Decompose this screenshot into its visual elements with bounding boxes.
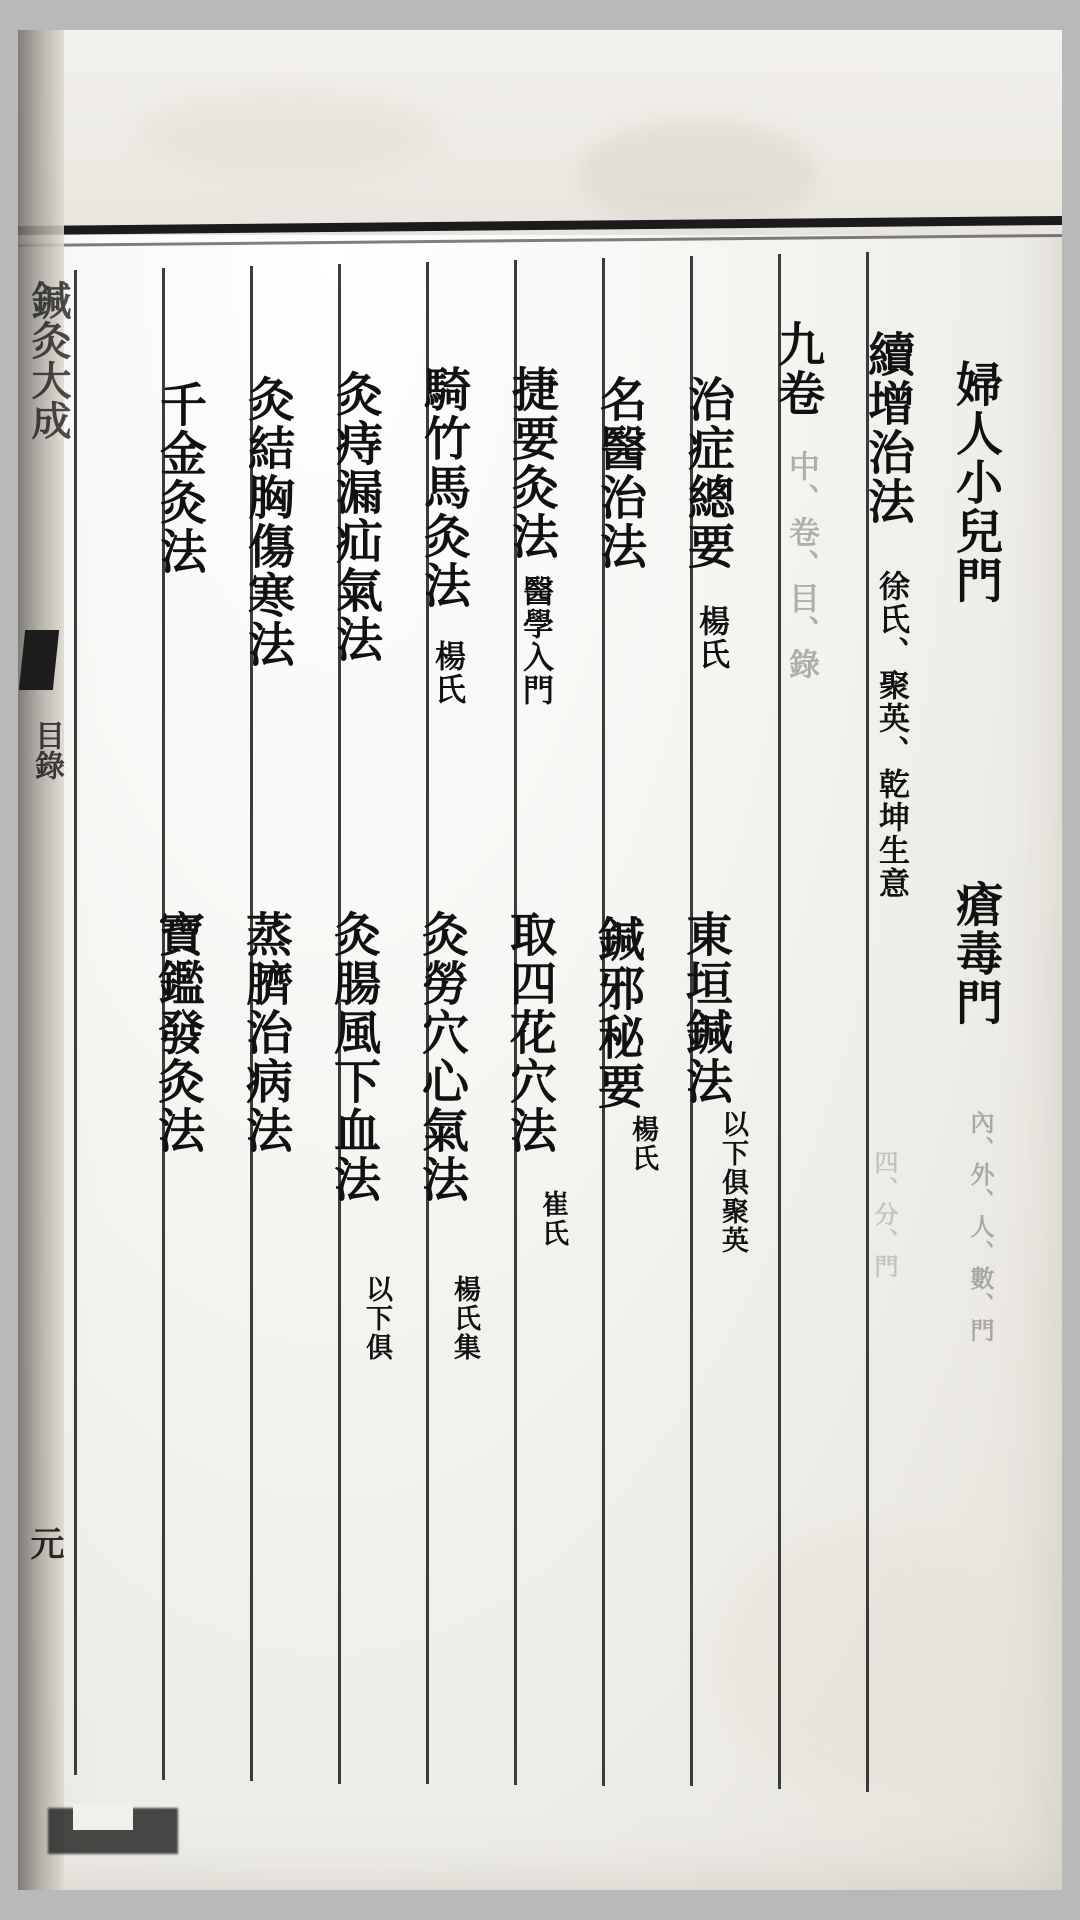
- toc-entry-annotation-2: 徐氏、聚英、乾坤生意: [873, 570, 909, 900]
- frame-rule-top-secondary: [18, 234, 1062, 247]
- toc-entry-heading-10: 千金灸法: [152, 380, 207, 576]
- toc-entry-faint-note-1: 內、外、人、數、門: [966, 1110, 995, 1344]
- toc-entry-lower-8: 灸腸風下血法: [326, 910, 381, 1204]
- toc-entry-lower-annotation-8: 以下俱: [361, 1275, 392, 1362]
- margin-section-label: 目錄: [29, 720, 64, 780]
- toc-entry-lower-annotation-5: 楊氏: [627, 1115, 658, 1173]
- column-rule: [74, 270, 77, 1775]
- toc-entry-annotation-6: 醫學入門: [517, 575, 553, 707]
- toc-entry-lower-5: 鍼邪秘要: [590, 915, 645, 1111]
- toc-entry-heading-2: 續增治法: [860, 330, 915, 526]
- toc-entry-heading-8: 灸痔漏疝氣法: [328, 370, 383, 664]
- toc-entry-lower-annotation-7: 楊氏集: [449, 1275, 480, 1362]
- toc-entry-annotation-7: 楊氏: [429, 640, 465, 706]
- toc-entry-heading-7: 騎竹馬灸法: [416, 365, 471, 610]
- toc-entry-heading-3: 九卷: [770, 320, 825, 418]
- scan-image: [18, 30, 1062, 1890]
- toc-entry-heading-4: 治症總要: [680, 375, 735, 571]
- toc-entry-lower-6: 取四花穴法: [502, 910, 557, 1155]
- toc-entry-lower-9: 蒸臍治病法: [238, 910, 293, 1155]
- page-number-mark: 元: [24, 1526, 64, 1560]
- toc-entry-lower-annotation-6: 崔氏: [537, 1190, 568, 1248]
- gutter-ink-block: [19, 630, 59, 690]
- toc-entry-lower-1: 瘡毒門: [948, 880, 1003, 1027]
- toc-entry-faint-note-2: 四、分、門: [870, 1150, 899, 1280]
- toc-entry-heading-faint-3: 中、卷、目、錄: [783, 450, 819, 681]
- toc-entry-lower-annotation-4: 以下俱聚英: [717, 1110, 748, 1255]
- toc-entry-heading-6: 捷要灸法: [504, 365, 559, 561]
- toc-entry-lower-10: 寶鑑發灸法: [150, 910, 205, 1155]
- toc-entry-lower-7: 灸勞穴心氣法: [414, 910, 469, 1204]
- toc-entry-lower-4: 東垣鍼法: [678, 910, 733, 1106]
- toc-entry-heading-9: 灸結胸傷寒法: [240, 375, 295, 669]
- toc-entry-heading-5: 名醫治法: [592, 375, 647, 571]
- toc-entry-annotation-4: 楊氏: [693, 605, 729, 671]
- top-margin-band: [18, 30, 1062, 235]
- margin-book-title: 鍼灸大成: [25, 280, 72, 440]
- toc-entry-heading-1: 婦人小兒門: [948, 360, 1003, 605]
- bottom-ink-smudge-highlight: [73, 1804, 133, 1830]
